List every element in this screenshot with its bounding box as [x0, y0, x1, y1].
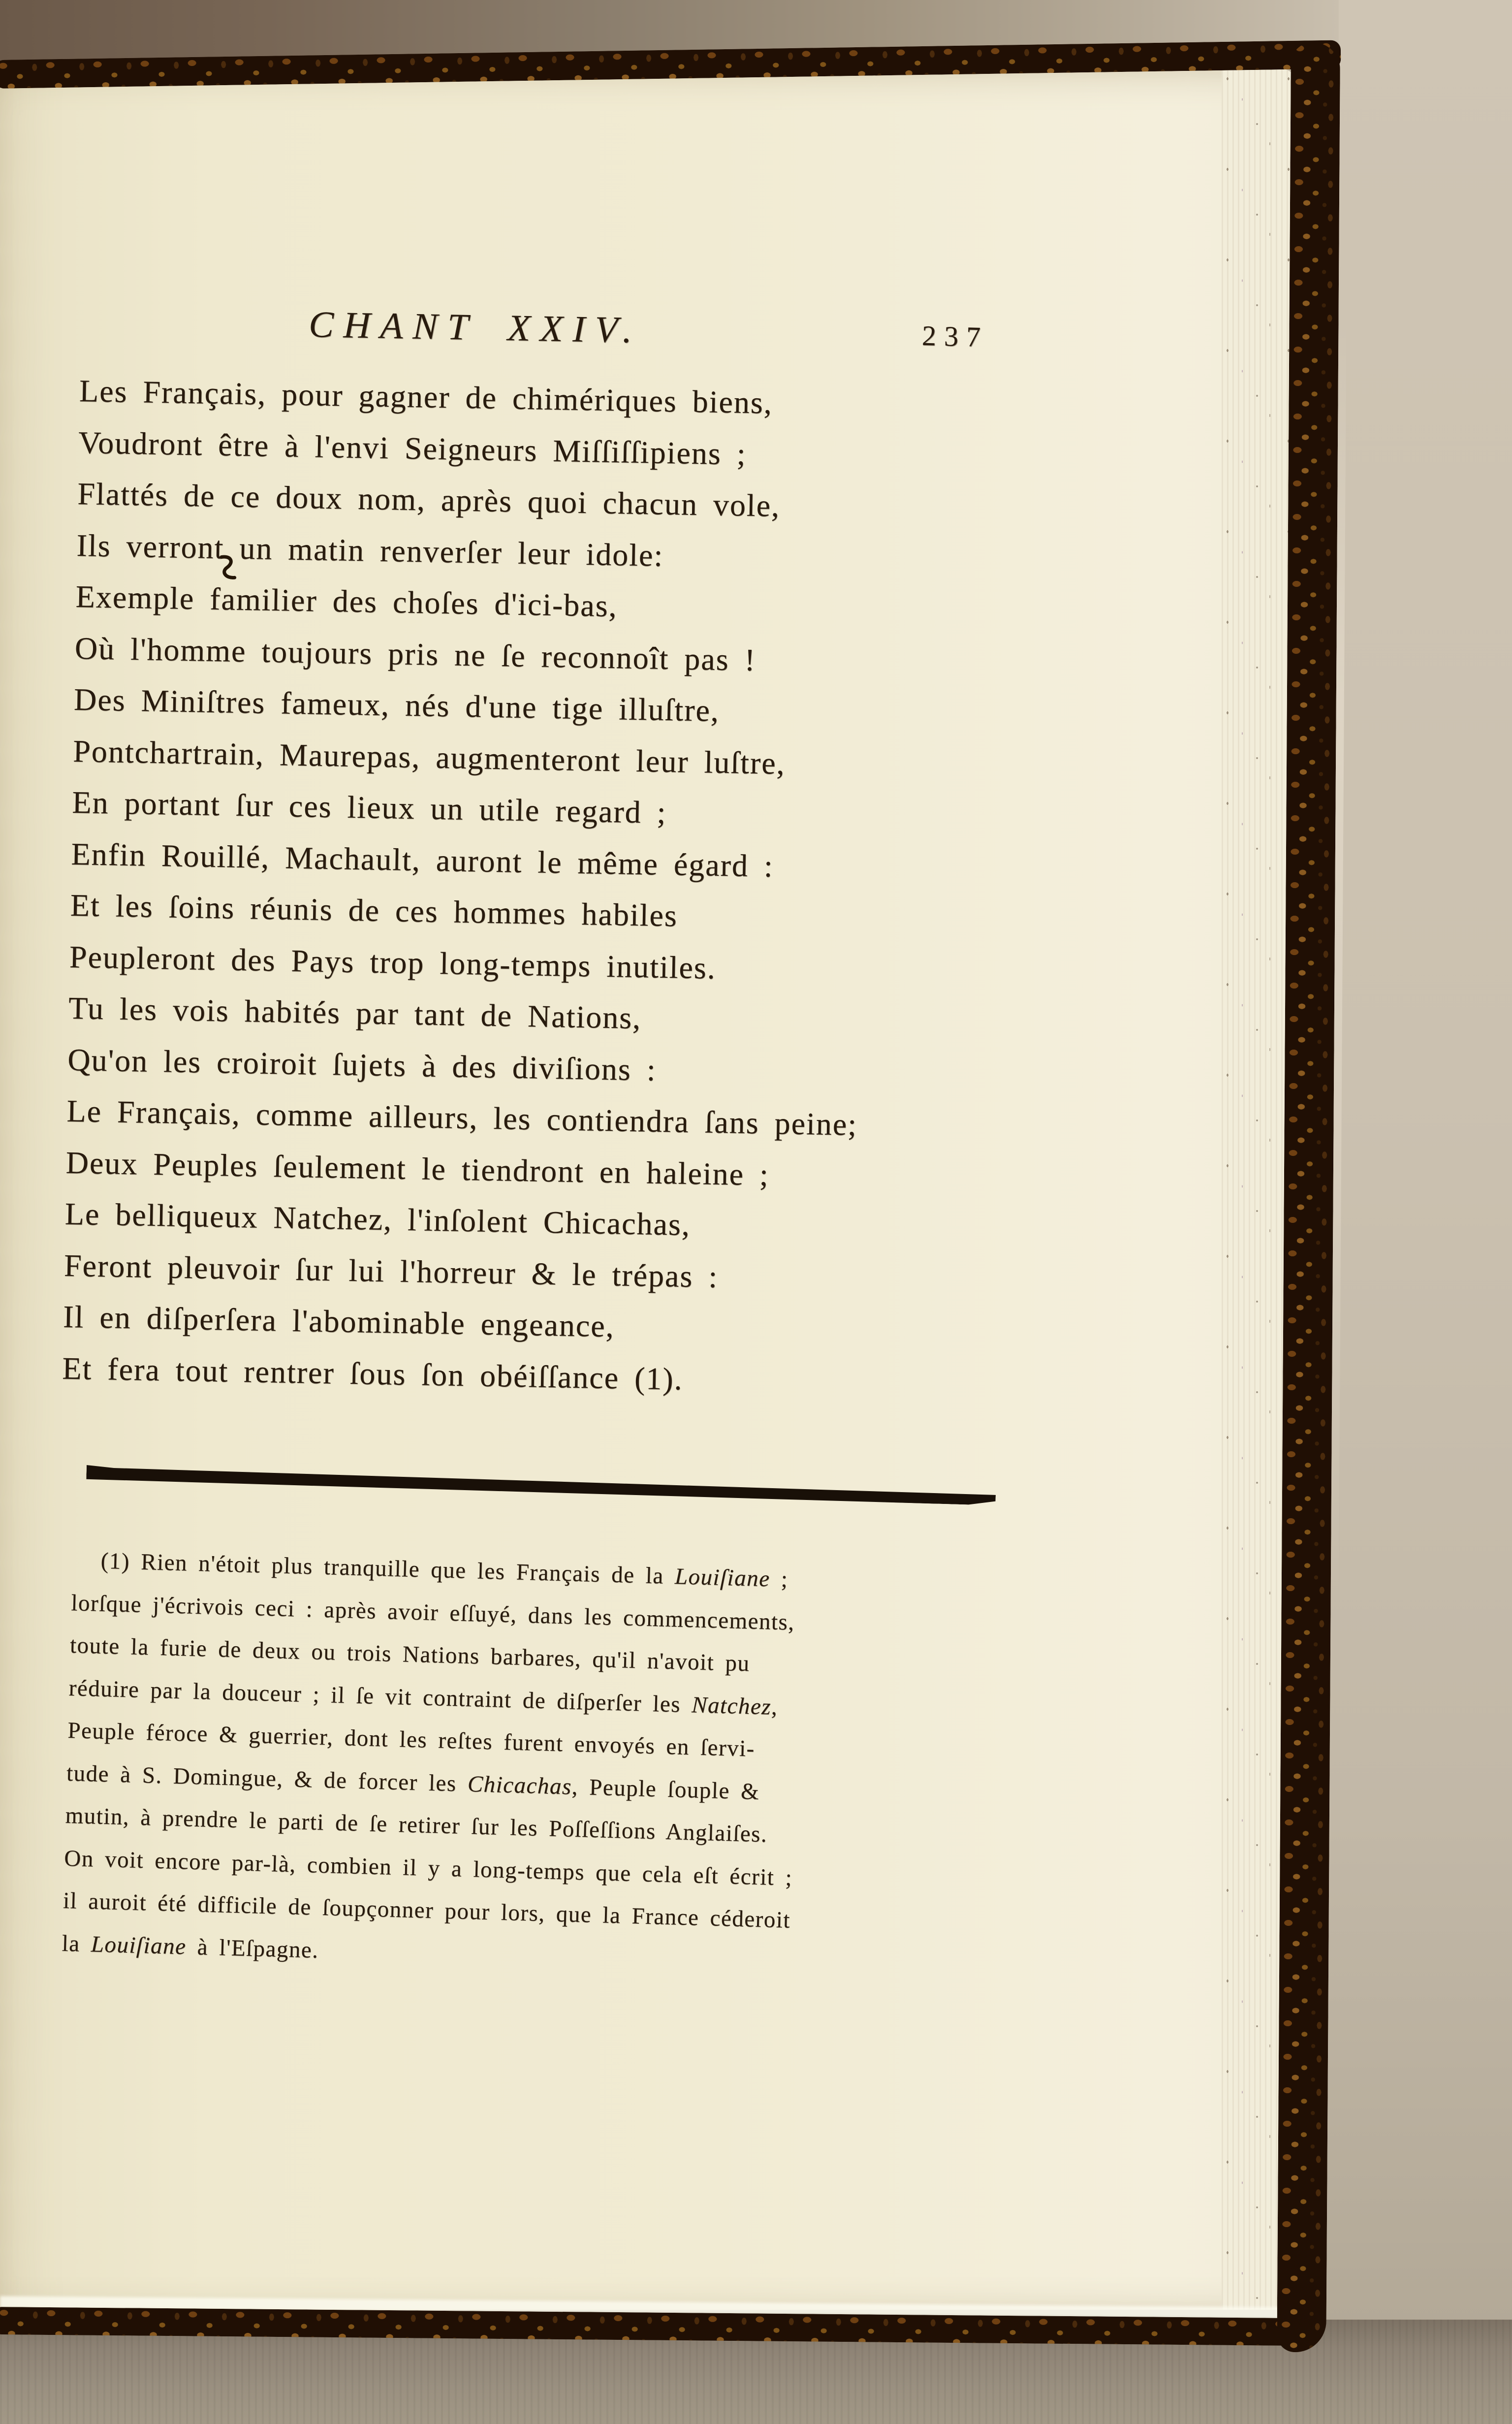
verse-line: Qu'on les croiroit ſujets à des diviſions :: [67, 1042, 657, 1087]
verse-line: Tu les vois habités par tant de Nations,: [68, 990, 642, 1036]
verse-line: Flattés de ce doux nom, après quoi chacun vole,: [77, 476, 781, 523]
footnote-text: , Peuple ſouple &: [571, 1774, 760, 1805]
verse-line: Deux Peuples ſeulement le tiendront en haleine ;: [65, 1145, 770, 1192]
verse-line: Les Français, pour gagner de chimériques biens,: [79, 373, 773, 420]
footnote-separator-rule: [86, 1465, 996, 1505]
verse-line: Ils verront un matin renverſer leur idole:: [76, 527, 664, 573]
footnote-text: à l'Eſpagne.: [186, 1934, 319, 1963]
footnote-text: Peuple féroce & guerrier, dont les reſtes furent envoyés en ſervi-: [67, 1717, 756, 1762]
footnote-italic-term: Chicachas: [467, 1771, 572, 1800]
verse-line: Voudront être à l'envi Seigneurs Miſſiſſipiens ;: [78, 424, 747, 472]
verse-line: Et les ſoins réunis de ces hommes habiles: [70, 887, 678, 933]
footnote-text: la: [62, 1930, 92, 1957]
verse-line: Feront pleuvoir ſur lui l'horreur & le trépas :: [63, 1247, 719, 1294]
footnote-text: lorſque j'écrivois ceci : après avoir eſſuyé, dans les commencements,: [70, 1590, 795, 1635]
verse-line: Il en diſperſera l'abominable engeance,: [63, 1299, 615, 1344]
footnote-text: mutin, à prendre le parti de ſe retirer ſur les Poſſeſſions Anglaiſes.: [65, 1802, 768, 1848]
page-number: 237: [921, 319, 989, 353]
verse-block: [62, 365, 1064, 1411]
footnote-text: On voit encore par-là, combien il y a long-temps que cela eſt écrit ;: [63, 1845, 793, 1891]
verse-line: Le Français, comme ailleurs, les contiendra ſans peine;: [66, 1093, 858, 1142]
verse-line: Le belliqueux Natchez, l'inſolent Chicachas,: [64, 1196, 691, 1242]
footnote-italic-term: Natchez: [691, 1691, 772, 1720]
footnote-text: il auroit été difficile de ſoupçonner pour lors, que la France céderoit: [63, 1887, 791, 1933]
verse-line: Pontchartrain, Maurepas, augmenteront leur luſtre,: [72, 733, 786, 781]
verse-line: Peupleront des Pays trop long-temps inutiles.: [69, 939, 717, 986]
verse-line: Et fera tout rentrer ſous ſon obéiſſance (1).: [62, 1350, 684, 1397]
footnote-italic-term: Louiſiane: [91, 1931, 187, 1960]
footnote-block: [62, 1539, 1057, 1991]
verse-line: Des Miniſtres fameux, nés d'une tige illuſtre,: [73, 681, 720, 728]
chapter-title: CHANT XXIV.: [308, 303, 642, 351]
verse-line: Où l'homme toujours pris ne ſe reconnoît pas !: [74, 630, 756, 677]
footnote-italic-term: Louiſiane: [674, 1563, 771, 1592]
footnote-text: ;: [769, 1566, 789, 1593]
footnote-text: ,: [771, 1694, 779, 1720]
footnote-text: tude à S. Domingue, & de forcer les: [66, 1760, 468, 1797]
verse-line: Exemple familier des choſes d'ici-bas,: [75, 578, 618, 624]
footnote-text: réduire par la douceur ; il ſe vit contraint de diſperſer les: [68, 1675, 692, 1718]
footnote-text: (1) Rien n'étoit plus tranquille que les Français de la: [100, 1548, 675, 1590]
verse-line: Enfin Rouillé, Machault, auront le même égard :: [71, 836, 774, 884]
footnote-text: toute la furie de deux ou trois Nations barbares, qu'il n'avoit pu: [69, 1632, 751, 1677]
verse-line: En portant ſur ces lieux un utile regard ;: [71, 784, 667, 830]
